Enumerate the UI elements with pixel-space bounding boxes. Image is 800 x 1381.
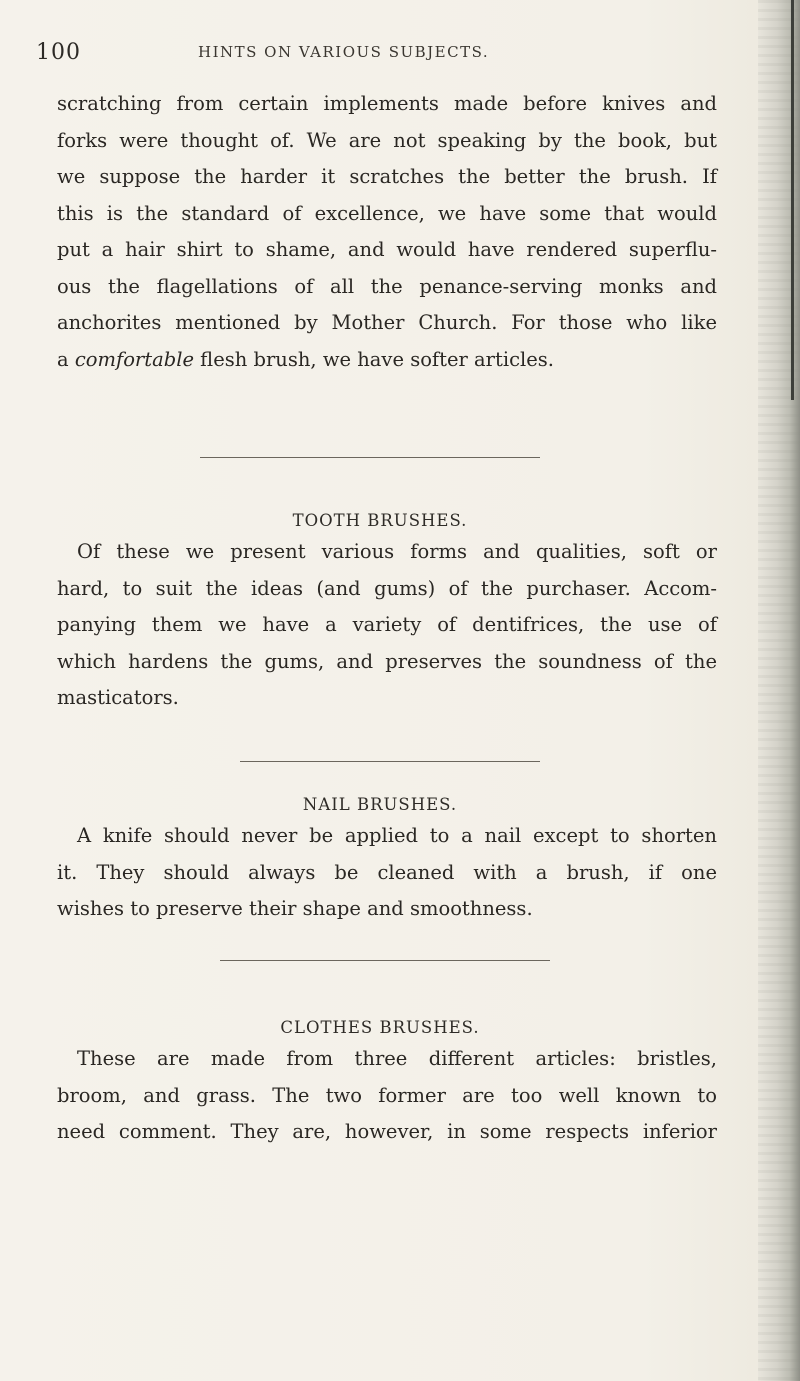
section-heading-nail-brushes: NAIL BRUSHES. bbox=[302, 795, 458, 814]
tooth-brushes-paragraph bbox=[57, 534, 717, 717]
nail-brushes-paragraph bbox=[57, 818, 717, 928]
text-line: A knife should never be applied to a nail except to shorten bbox=[77, 824, 717, 847]
section-divider bbox=[200, 457, 540, 458]
text-fragment: flesh brush, we have softer articles. bbox=[193, 347, 554, 371]
text-line: These are made from three different articles: bristles, bbox=[77, 1047, 717, 1070]
italic-word: comfortable bbox=[74, 347, 194, 371]
text-line: masticators. bbox=[57, 686, 179, 709]
text-line: need comment. They are, however, in some respects inferior bbox=[57, 1120, 717, 1143]
text-line: ous the flagellations of all the penance-serving monks and bbox=[57, 274, 717, 298]
page-header bbox=[36, 40, 736, 76]
text-line: it. They should always be cleaned with a brush, if one bbox=[57, 860, 717, 884]
text-line: anchorites mentioned by Mother Church. For those who like bbox=[57, 311, 717, 334]
clothes-brushes-paragraph bbox=[57, 1041, 717, 1151]
text-fragment: a bbox=[57, 347, 75, 371]
page-binding-edge bbox=[758, 0, 800, 1381]
text-line: forks were thought of. We are not speaking by the book, but bbox=[57, 128, 717, 152]
intro-paragraph bbox=[57, 86, 717, 378]
page-number: 100 bbox=[36, 40, 81, 65]
section-heading-clothes-brushes: CLOTHES BRUSHES. bbox=[280, 1018, 480, 1037]
text-line: put a hair shirt to shame, and would have rendered superflu- bbox=[57, 238, 717, 261]
text-line: which hardens the gums, and preserves the soundness of the bbox=[57, 649, 717, 673]
text-line: broom, and grass. The two former are too well known to bbox=[57, 1083, 717, 1107]
text-line: scratching from certain implements made before knives and bbox=[57, 92, 717, 115]
section-heading-tooth-brushes: TOOTH BRUSHES. bbox=[292, 511, 468, 530]
text-line: we suppose the harder it scratches the better the brush. If bbox=[57, 165, 717, 188]
section-divider bbox=[240, 761, 540, 762]
text-line: wishes to preserve their shape and smoothness. bbox=[57, 897, 533, 920]
binding-shadow bbox=[791, 0, 794, 400]
text-line bbox=[57, 342, 717, 379]
running-head: HINTS ON VARIOUS SUBJECTS. bbox=[198, 43, 490, 61]
section-divider bbox=[220, 960, 550, 961]
text-line: this is the standard of excellence, we have some that would bbox=[57, 201, 717, 225]
text-line: hard, to suit the ideas (and gums) of the purchaser. Accom- bbox=[57, 576, 717, 600]
text-line: panying them we have a variety of dentifrices, the use of bbox=[57, 613, 717, 636]
text-line: Of these we present various forms and qualities, soft or bbox=[77, 540, 717, 563]
